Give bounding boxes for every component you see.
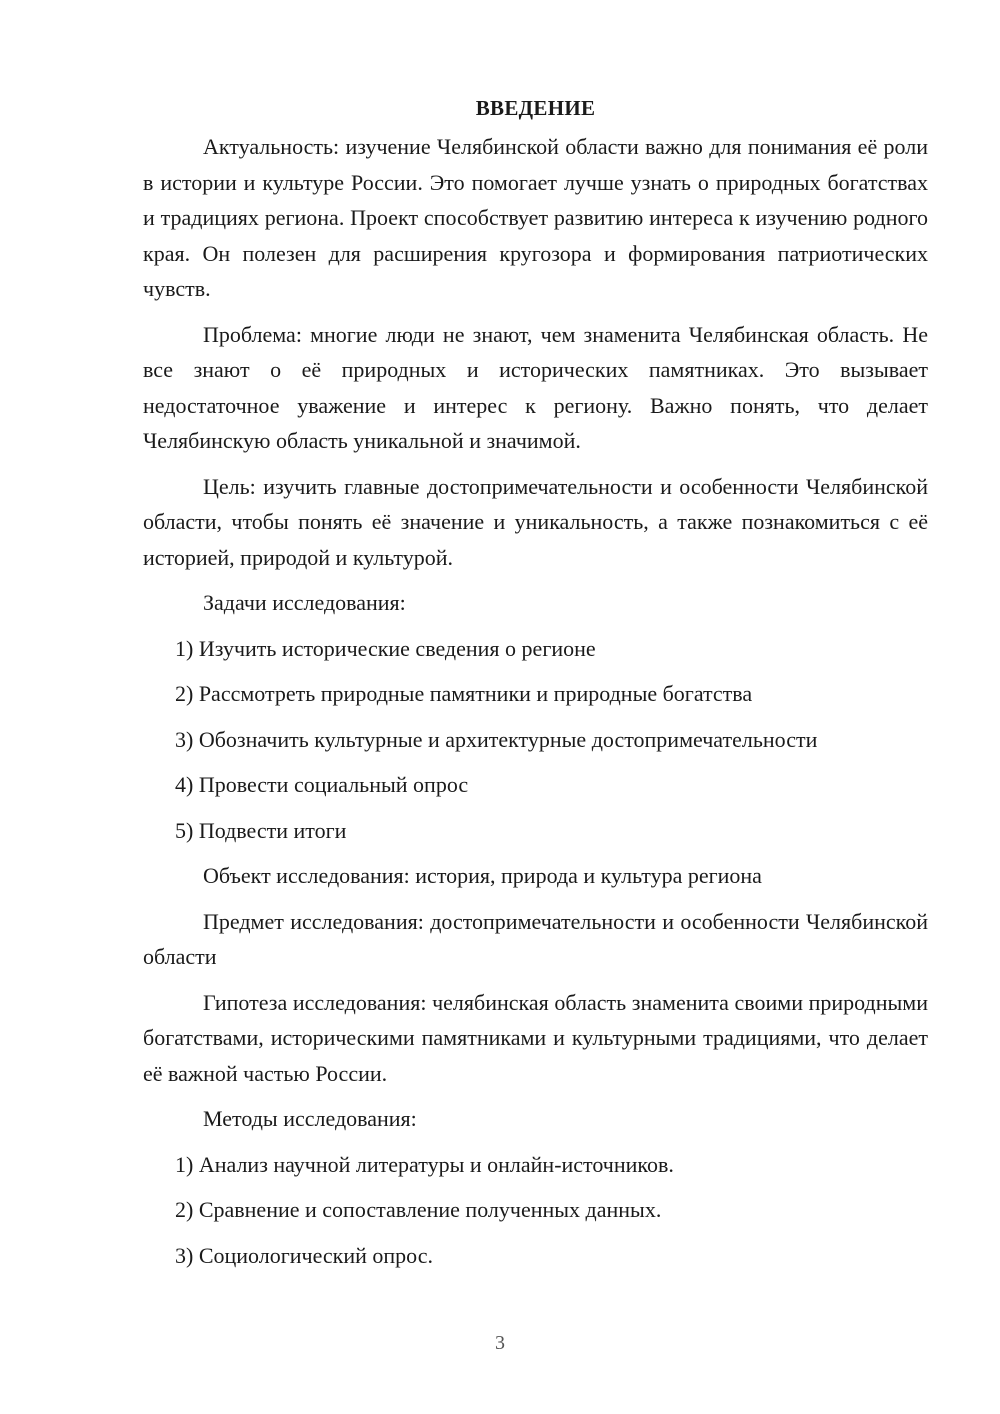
list-item: 2) Сравнение и сопоставление полученных данных.	[175, 1197, 662, 1222]
tasks-heading: Задачи исследования:	[203, 590, 406, 615]
problem-paragraph: Проблема: многие люди не знают, чем знаменита Челябинская область. Не все знают о её природных и исторических памятниках. Это вызывает недостаточное уважение и интерес к региону. Важно понять, что делает Челябинскую область уникальной и значимой.	[143, 321, 928, 453]
relevance-paragraph: Актуальность: изучение Челябинской области важно для понимания её роли в истории и культуре России. Это помогает лучше узнать о природных богатствах и традициях региона. Проект способствует развитию интереса к изучению родного края. Он полезен для расширения кругозора и формирования патриотических чувств.	[143, 134, 928, 301]
list-item: 2) Рассмотреть природные памятники и природные богатства	[175, 681, 753, 706]
methods-list	[143, 1147, 928, 1274]
subject-paragraph: Предмет исследования: достопримечательности и особенности Челябинской области	[143, 908, 928, 969]
list-item: 1) Изучить исторические сведения о регионе	[175, 635, 596, 661]
page-number: 3	[495, 1332, 505, 1354]
list-item: 4) Провести социальный опрос	[175, 772, 469, 797]
list-item: 1) Анализ научной литературы и онлайн-источников.	[175, 1151, 674, 1177]
object-paragraph: Объект исследования: история, природа и культура региона	[203, 863, 762, 888]
methods-heading: Методы исследования:	[203, 1106, 417, 1131]
goal-paragraph: Цель: изучить главные достопримечательности и особенности Челябинской области, чтобы понять её значение и уникальность, а также познакомиться с её историей, природой и культурой.	[143, 473, 928, 570]
document-title: ВВЕДЕНИЕ	[475, 96, 596, 120]
document-page	[143, 93, 928, 1283]
tasks-list	[143, 631, 928, 849]
list-item: 3) Социологический опрос.	[175, 1242, 433, 1268]
hypothesis-paragraph: Гипотеза исследования: челябинская область знаменита своими природными богатствами, историческими памятниками и культурными традициями, что делает её важной частью России.	[143, 989, 928, 1086]
list-item: 3) Обозначить культурные и архитектурные достопримечательности	[175, 726, 818, 752]
list-item: 5) Подвести итоги	[175, 817, 347, 843]
